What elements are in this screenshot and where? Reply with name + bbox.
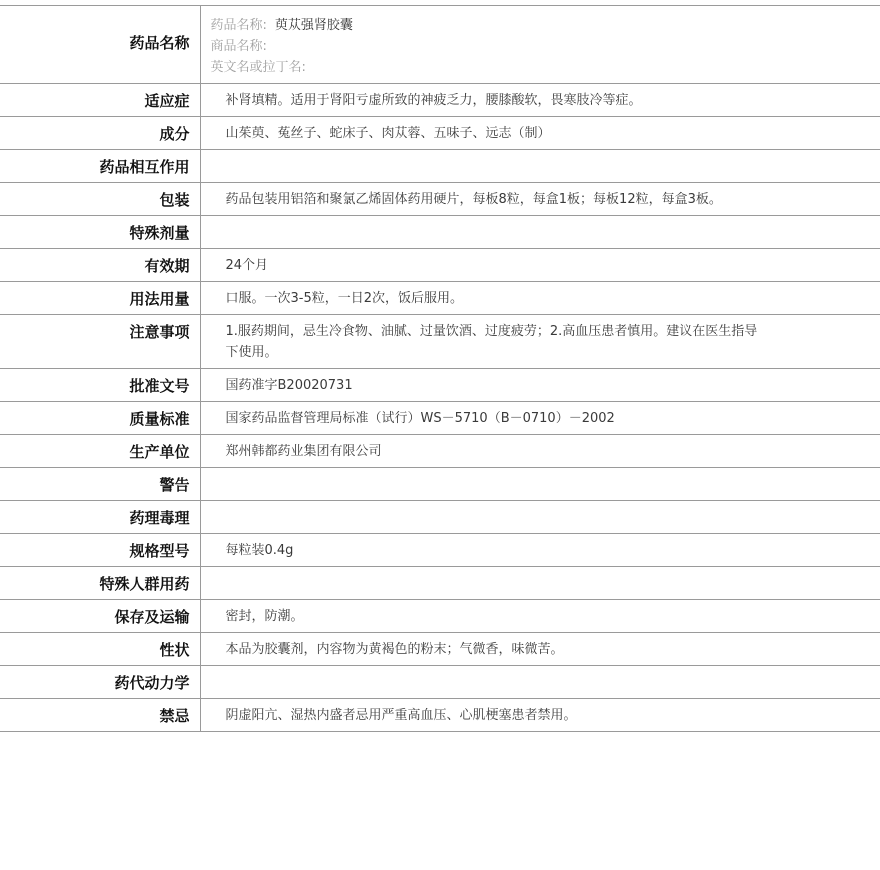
row-label: 特殊剂量 [0, 216, 200, 249]
row-value: 口服。一次3-5粒，一日2次，饭后服用。 [200, 282, 880, 315]
row-label: 批准文号 [0, 369, 200, 402]
generic-name-value: 萸苁强肾胶囊 [274, 18, 353, 33]
row-value [200, 150, 880, 183]
row-label: 药代动力学 [0, 666, 200, 699]
row-label: 警告 [0, 468, 200, 501]
row-value [200, 567, 880, 600]
row-drug-name [0, 6, 880, 84]
row-value [200, 666, 880, 699]
spec-row [0, 117, 880, 150]
row-label: 药理毒理 [0, 501, 200, 534]
english-name-line [211, 57, 880, 78]
row-value: 郑州韩都药业集团有限公司 [200, 435, 880, 468]
trade-name-key: 商品名称: [210, 39, 267, 54]
spec-row [0, 567, 880, 600]
row-value: 24个月 [200, 249, 880, 282]
row-value: 阴虚阳亢、湿热内盛者忌用严重高血压、心肌梗塞患者禁用。 [200, 699, 880, 732]
spec-row [0, 699, 880, 732]
row-label: 有效期 [0, 249, 200, 282]
row-label: 药品相互作用 [0, 150, 200, 183]
drug-name-values [200, 6, 880, 84]
row-value [200, 216, 880, 249]
row-label: 药品名称 [0, 6, 200, 84]
row-label: 保存及运输 [0, 600, 200, 633]
spec-row [0, 435, 880, 468]
spec-row [0, 249, 880, 282]
row-label: 特殊人群用药 [0, 567, 200, 600]
row-label: 包装 [0, 183, 200, 216]
spec-row [0, 216, 880, 249]
row-label: 禁忌 [0, 699, 200, 732]
spec-row [0, 150, 880, 183]
spec-row [0, 633, 880, 666]
spec-row [0, 183, 880, 216]
row-label: 规格型号 [0, 534, 200, 567]
row-label: 注意事项 [0, 315, 200, 369]
row-label: 性状 [0, 633, 200, 666]
spec-row [0, 369, 880, 402]
spec-row [0, 666, 880, 699]
row-value: 山茱萸、菟丝子、蛇床子、肉苁蓉、五味子、远志（制） [200, 117, 880, 150]
row-value: 药品包装用铝箔和聚氯乙烯固体药用硬片，每板8粒，每盒1板；每板12粒，每盒3板。 [200, 183, 880, 216]
spec-row [0, 501, 880, 534]
row-value: 每粒装0.4g [200, 534, 880, 567]
trade-name-line [211, 36, 880, 57]
row-value: 补肾填精。适用于肾阳亏虚所致的神疲乏力，腰膝酸软，畏寒肢冷等症。 [200, 84, 880, 117]
spec-row [0, 600, 880, 633]
row-value: 1.服药期间，忌生冷食物、油腻、过量饮酒、过度疲劳；2.高血压患者慎用。建议在医生指导下使用。 [200, 315, 880, 369]
generic-name-key: 药品名称: [210, 18, 267, 33]
row-label: 适应症 [0, 84, 200, 117]
row-value: 国家药品监督管理局标准（试行）WS－5710（B－0710）－2002 [200, 402, 880, 435]
row-value [200, 468, 880, 501]
spec-row [0, 84, 880, 117]
drug-spec-body [0, 6, 880, 732]
row-label: 质量标准 [0, 402, 200, 435]
spec-row [0, 468, 880, 501]
spec-row [0, 282, 880, 315]
row-value: 密封，防潮。 [200, 600, 880, 633]
spec-row [0, 402, 880, 435]
spec-row [0, 315, 880, 369]
generic-name-line [211, 15, 880, 36]
row-label: 成分 [0, 117, 200, 150]
spec-row [0, 534, 880, 567]
row-label: 用法用量 [0, 282, 200, 315]
row-value: 国药准字B20020731 [200, 369, 880, 402]
row-label: 生产单位 [0, 435, 200, 468]
row-value: 本品为胶囊剂，内容物为黄褐色的粉末；气微香，味微苦。 [200, 633, 880, 666]
drug-spec-table [0, 5, 880, 732]
row-value [200, 501, 880, 534]
english-name-key: 英文名或拉丁名: [210, 60, 306, 75]
